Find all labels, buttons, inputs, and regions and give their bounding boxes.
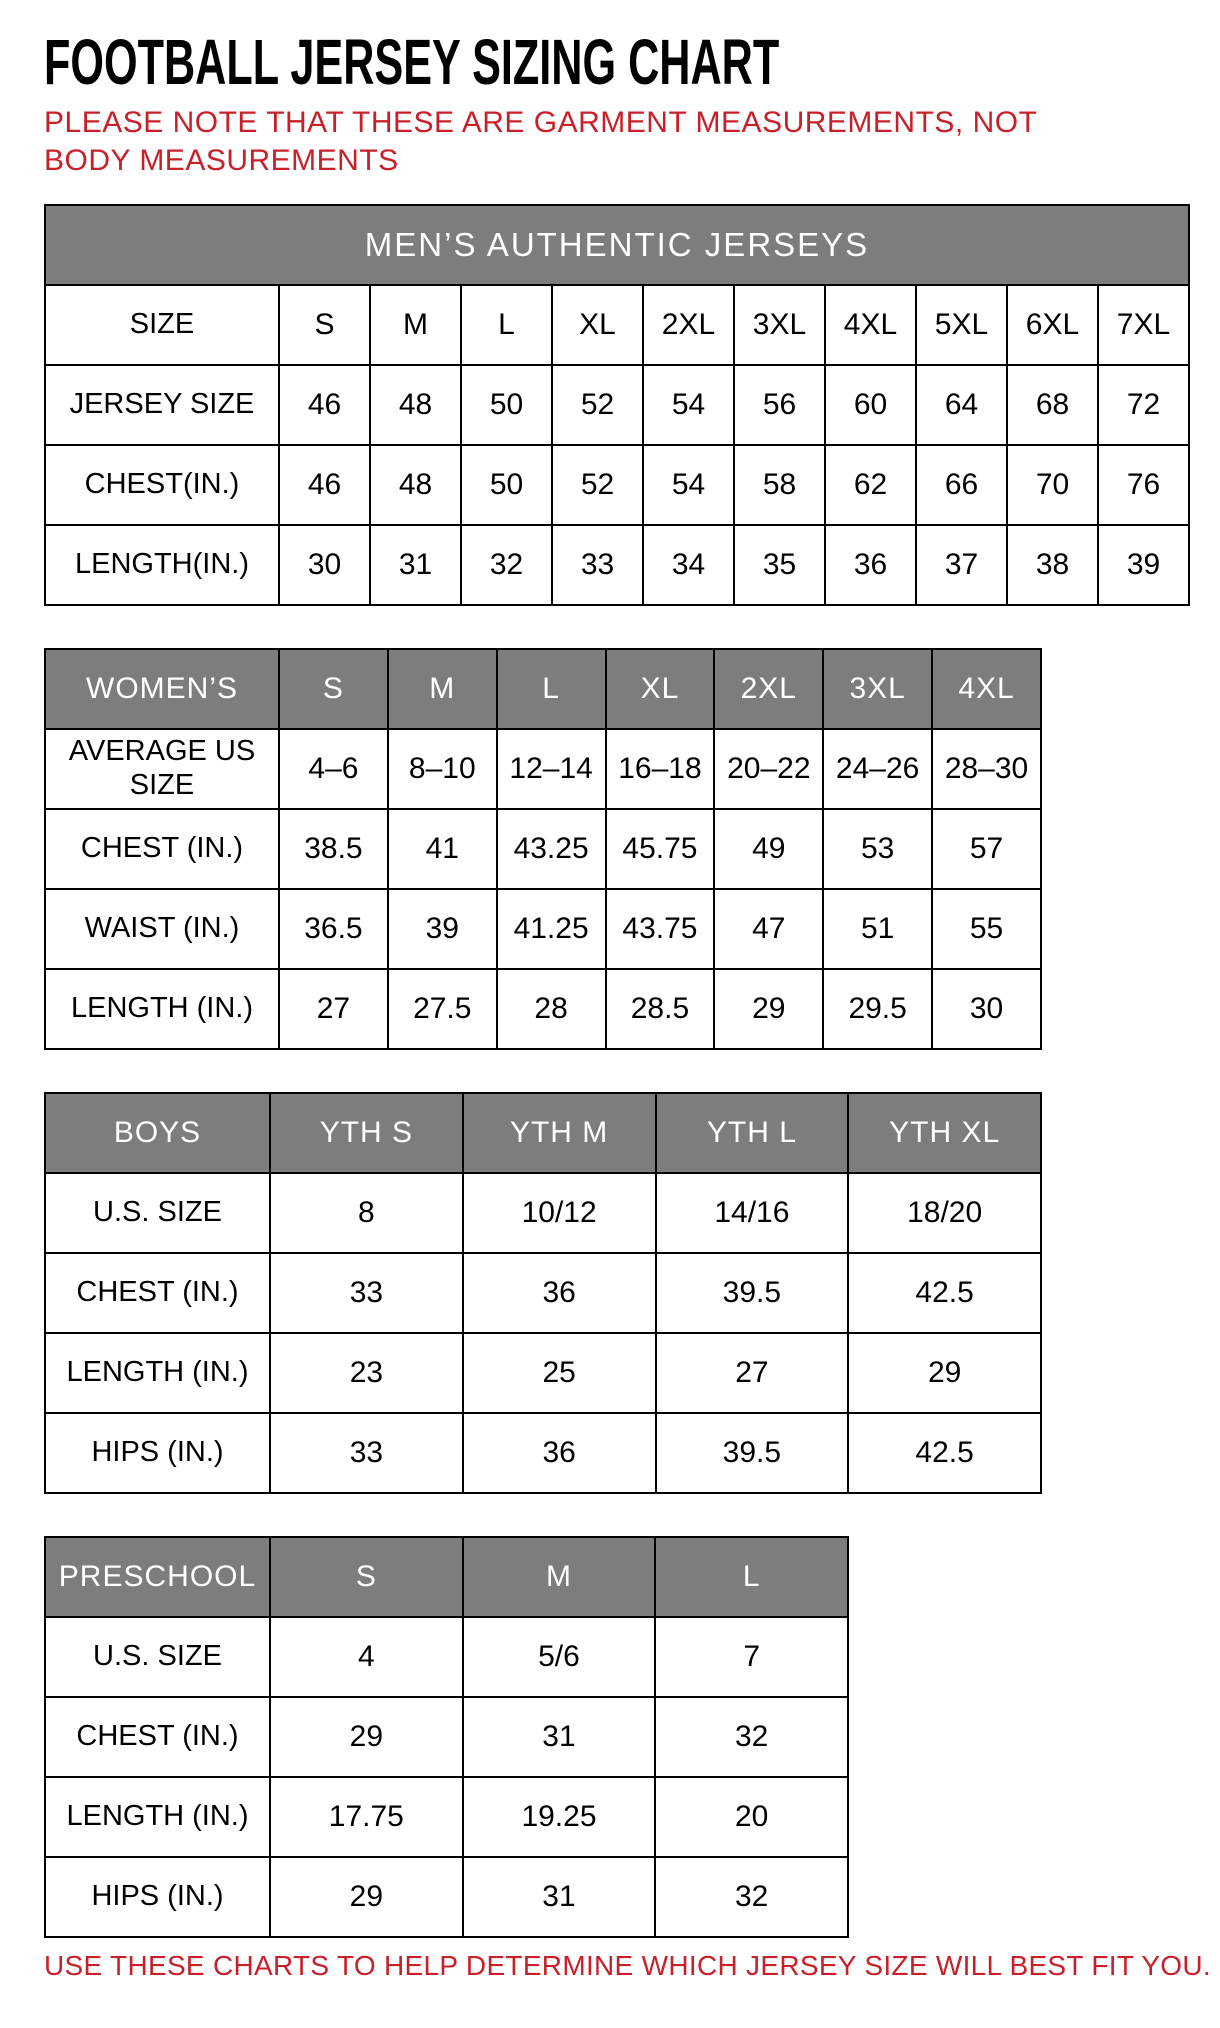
preschool-row xyxy=(45,1697,848,1777)
preschool-row-label: HIPS (IN.) xyxy=(45,1857,270,1937)
boys-row-label: U.S. SIZE xyxy=(45,1173,270,1253)
mens-authentic-jerseys-value-cell: 48 xyxy=(370,365,461,445)
mens-authentic-jerseys-banner: MEN’S AUTHENTIC JERSEYS xyxy=(45,205,1189,285)
mens-authentic-jerseys-row xyxy=(45,525,1189,605)
mens-authentic-jerseys-row-label: CHEST(IN.) xyxy=(45,445,279,525)
womens-sizing-table xyxy=(44,648,1042,1050)
womens-value-cell: 27.5 xyxy=(388,969,497,1049)
preschool-value-cell: 32 xyxy=(655,1857,848,1937)
womens-value-cell: 27 xyxy=(279,969,388,1049)
mens-authentic-jerseys-value-cell: 35 xyxy=(734,525,825,605)
womens-value-cell: 43.25 xyxy=(497,809,606,889)
womens-value-cell: 28.5 xyxy=(606,969,715,1049)
womens-value-cell: 39 xyxy=(388,889,497,969)
preschool-value-cell: 31 xyxy=(463,1857,656,1937)
womens-value-cell: 49 xyxy=(714,809,823,889)
boys-size-header: YTH M xyxy=(463,1093,656,1173)
boys-value-cell: 36 xyxy=(463,1413,656,1493)
boys-value-cell: 42.5 xyxy=(848,1413,1041,1493)
page-title xyxy=(44,26,1190,98)
boys-sizing-table xyxy=(44,1092,1042,1494)
mens-authentic-jerseys-value-cell: 3XL xyxy=(734,285,825,365)
preschool-value-cell: 32 xyxy=(655,1697,848,1777)
mens-authentic-jerseys-value-cell: XL xyxy=(552,285,643,365)
mens-authentic-jerseys-value-cell: 60 xyxy=(825,365,916,445)
womens-value-cell: 8–10 xyxy=(388,729,497,809)
boys-size-header: YTH L xyxy=(656,1093,849,1173)
preschool-size-header: S xyxy=(270,1537,463,1617)
preschool-value-cell: 31 xyxy=(463,1697,656,1777)
womens-value-cell: 4–6 xyxy=(279,729,388,809)
boys-value-cell: 33 xyxy=(270,1413,463,1493)
womens-size-header: XL xyxy=(606,649,715,729)
womens-size-header: 2XL xyxy=(714,649,823,729)
mens-authentic-jerseys-banner-row xyxy=(45,205,1189,285)
boys-value-cell: 39.5 xyxy=(656,1413,849,1493)
womens-size-header: 3XL xyxy=(823,649,932,729)
boys-size-header: YTH XL xyxy=(848,1093,1041,1173)
mens-authentic-jerseys-value-cell: S xyxy=(279,285,370,365)
mens-authentic-jerseys-value-cell: 54 xyxy=(643,445,734,525)
mens-authentic-jerseys-value-cell: 52 xyxy=(552,365,643,445)
mens-authentic-jerseys-value-cell: 36 xyxy=(825,525,916,605)
womens-row-label: WAIST (IN.) xyxy=(45,889,279,969)
womens-row xyxy=(45,809,1041,889)
womens-header-label: WOMEN’S xyxy=(45,649,279,729)
mens-authentic-jerseys-value-cell: 64 xyxy=(916,365,1007,445)
boys-value-cell: 36 xyxy=(463,1253,656,1333)
womens-value-cell: 45.75 xyxy=(606,809,715,889)
mens-authentic-jerseys-value-cell: 4XL xyxy=(825,285,916,365)
mens-authentic-jerseys-value-cell: 7XL xyxy=(1098,285,1189,365)
womens-value-cell: 51 xyxy=(823,889,932,969)
mens-authentic-jerseys-value-cell: 76 xyxy=(1098,445,1189,525)
preschool-row-label: CHEST (IN.) xyxy=(45,1697,270,1777)
boys-value-cell: 8 xyxy=(270,1173,463,1253)
boys-value-cell: 10/12 xyxy=(463,1173,656,1253)
preschool-value-cell: 4 xyxy=(270,1617,463,1697)
womens-size-header: L xyxy=(497,649,606,729)
boys-value-cell: 23 xyxy=(270,1333,463,1413)
mens-authentic-jerseys-row-label: JERSEY SIZE xyxy=(45,365,279,445)
womens-value-cell: 41.25 xyxy=(497,889,606,969)
mens-authentic-jerseys-value-cell: 2XL xyxy=(643,285,734,365)
mens-authentic-jerseys-value-cell: 6XL xyxy=(1007,285,1098,365)
mens-authentic-jerseys-value-cell: 5XL xyxy=(916,285,1007,365)
womens-row xyxy=(45,969,1041,1049)
preschool-row xyxy=(45,1777,848,1857)
mens-authentic-jerseys-value-cell: 68 xyxy=(1007,365,1098,445)
boys-row-label: CHEST (IN.) xyxy=(45,1253,270,1333)
mens-authentic-jerseys-value-cell: 52 xyxy=(552,445,643,525)
boys-value-cell: 18/20 xyxy=(848,1173,1041,1253)
womens-value-cell: 38.5 xyxy=(279,809,388,889)
mens-authentic-jerseys-value-cell: 31 xyxy=(370,525,461,605)
mens-authentic-jerseys-table xyxy=(44,204,1190,606)
womens-size-header: 4XL xyxy=(932,649,1041,729)
mens-authentic-jerseys-value-cell: 72 xyxy=(1098,365,1189,445)
mens-authentic-jerseys-value-cell: 34 xyxy=(643,525,734,605)
womens-row xyxy=(45,729,1041,809)
boys-row-label: LENGTH (IN.) xyxy=(45,1333,270,1413)
mens-authentic-jerseys-value-cell: 46 xyxy=(279,445,370,525)
womens-value-cell: 36.5 xyxy=(279,889,388,969)
preschool-value-cell: 19.25 xyxy=(463,1777,656,1857)
mens-authentic-jerseys-row xyxy=(45,445,1189,525)
mens-authentic-jerseys-value-cell: 39 xyxy=(1098,525,1189,605)
boys-row-label: HIPS (IN.) xyxy=(45,1413,270,1493)
boys-row xyxy=(45,1333,1041,1413)
boys-value-cell: 14/16 xyxy=(656,1173,849,1253)
mens-authentic-jerseys-value-cell: 30 xyxy=(279,525,370,605)
mens-authentic-jerseys-value-cell: 37 xyxy=(916,525,1007,605)
fit-advice-note: USE THESE CHARTS TO HELP DETERMINE WHICH JERSEY SIZE WILL BEST FIT YOU. xyxy=(44,1949,1211,1981)
womens-size-header: M xyxy=(388,649,497,729)
womens-value-cell: 41 xyxy=(388,809,497,889)
mens-authentic-jerseys-value-cell: L xyxy=(461,285,552,365)
mens-authentic-jerseys-value-cell: 48 xyxy=(370,445,461,525)
boys-header-row xyxy=(45,1093,1041,1173)
womens-value-cell: 12–14 xyxy=(497,729,606,809)
womens-header-row xyxy=(45,649,1041,729)
boys-row xyxy=(45,1413,1041,1493)
mens-authentic-jerseys-value-cell: 66 xyxy=(916,445,1007,525)
womens-value-cell: 29 xyxy=(714,969,823,1049)
boys-value-cell: 25 xyxy=(463,1333,656,1413)
preschool-value-cell: 7 xyxy=(655,1617,848,1697)
womens-value-cell: 28 xyxy=(497,969,606,1049)
mens-authentic-jerseys-value-cell: 38 xyxy=(1007,525,1098,605)
mens-authentic-jerseys-row xyxy=(45,365,1189,445)
boys-row xyxy=(45,1173,1041,1253)
womens-row-label: AVERAGE US SIZE xyxy=(45,729,279,809)
womens-row-label: CHEST (IN.) xyxy=(45,809,279,889)
preschool-value-cell: 5/6 xyxy=(463,1617,656,1697)
mens-authentic-jerseys-value-cell: 46 xyxy=(279,365,370,445)
preschool-sizing-table xyxy=(44,1536,849,1938)
womens-value-cell: 24–26 xyxy=(823,729,932,809)
womens-value-cell: 43.75 xyxy=(606,889,715,969)
garment-measurement-note: PLEASE NOTE THAT THESE ARE GARMENT MEASUREMENTS, NOT BODY MEASUREMENTS xyxy=(44,106,1037,177)
preschool-row xyxy=(45,1857,848,1937)
boys-value-cell: 39.5 xyxy=(656,1253,849,1333)
preschool-row xyxy=(45,1617,848,1697)
boys-row xyxy=(45,1253,1041,1333)
womens-row xyxy=(45,889,1041,969)
preschool-header-label: PRESCHOOL xyxy=(45,1537,270,1617)
mens-authentic-jerseys-value-cell: 50 xyxy=(461,365,552,445)
womens-value-cell: 28–30 xyxy=(932,729,1041,809)
boys-value-cell: 42.5 xyxy=(848,1253,1041,1333)
boys-value-cell: 29 xyxy=(848,1333,1041,1413)
mens-authentic-jerseys-value-cell: 33 xyxy=(552,525,643,605)
boys-value-cell: 27 xyxy=(656,1333,849,1413)
mens-authentic-jerseys-value-cell: 32 xyxy=(461,525,552,605)
preschool-value-cell: 20 xyxy=(655,1777,848,1857)
preschool-size-header: M xyxy=(463,1537,656,1617)
womens-value-cell: 20–22 xyxy=(714,729,823,809)
womens-value-cell: 29.5 xyxy=(823,969,932,1049)
mens-authentic-jerseys-row-label: SIZE xyxy=(45,285,279,365)
mens-authentic-jerseys-value-cell: 70 xyxy=(1007,445,1098,525)
page-title-text: FOOTBALL JERSEY SIZING CHART xyxy=(44,27,780,98)
mens-authentic-jerseys-value-cell: M xyxy=(370,285,461,365)
mens-authentic-jerseys-row xyxy=(45,285,1189,365)
womens-value-cell: 47 xyxy=(714,889,823,969)
boys-value-cell: 33 xyxy=(270,1253,463,1333)
boys-header-label: BOYS xyxy=(45,1093,270,1173)
preschool-value-cell: 17.75 xyxy=(270,1777,463,1857)
womens-value-cell: 30 xyxy=(932,969,1041,1049)
preschool-header-row xyxy=(45,1537,848,1617)
mens-authentic-jerseys-value-cell: 54 xyxy=(643,365,734,445)
preschool-row-label: U.S. SIZE xyxy=(45,1617,270,1697)
womens-value-cell: 57 xyxy=(932,809,1041,889)
mens-authentic-jerseys-value-cell: 58 xyxy=(734,445,825,525)
mens-authentic-jerseys-row-label: LENGTH(IN.) xyxy=(45,525,279,605)
preschool-size-header: L xyxy=(655,1537,848,1617)
boys-size-header: YTH S xyxy=(270,1093,463,1173)
womens-row-label: LENGTH (IN.) xyxy=(45,969,279,1049)
womens-value-cell: 53 xyxy=(823,809,932,889)
mens-authentic-jerseys-value-cell: 62 xyxy=(825,445,916,525)
mens-authentic-jerseys-value-cell: 50 xyxy=(461,445,552,525)
preschool-row-label: LENGTH (IN.) xyxy=(45,1777,270,1857)
mens-authentic-jerseys-value-cell: 56 xyxy=(734,365,825,445)
preschool-value-cell: 29 xyxy=(270,1857,463,1937)
womens-value-cell: 55 xyxy=(932,889,1041,969)
preschool-value-cell: 29 xyxy=(270,1697,463,1777)
womens-size-header: S xyxy=(279,649,388,729)
womens-value-cell: 16–18 xyxy=(606,729,715,809)
